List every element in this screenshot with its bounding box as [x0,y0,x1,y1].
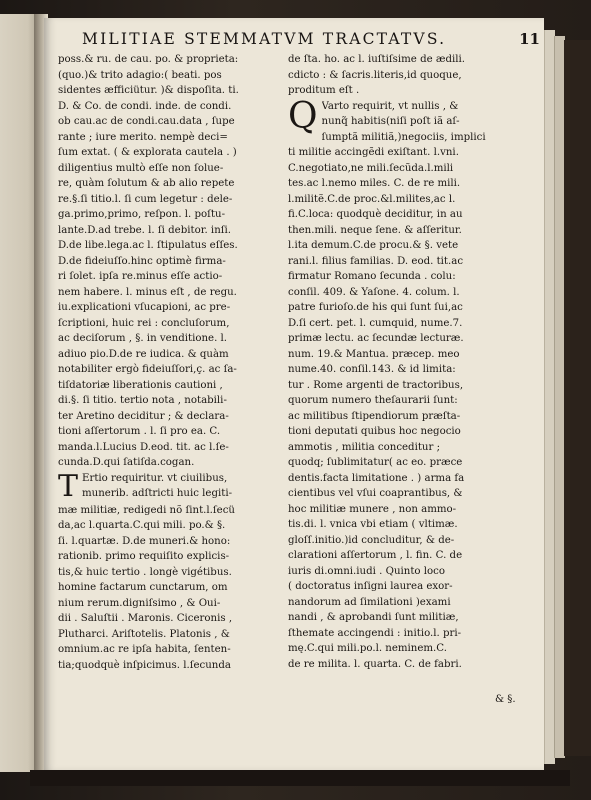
text-line: sidentes æfficiütur. )& dispoſita. ti. [58,85,239,96]
text-line: C.negotiato,ne mili.ſecũda.l.mili [288,162,454,174]
text-line: ga.primo,primo, reſpon. l. poſtu- [58,209,226,220]
text-line: D.de fideiuſſo.hinc optimè firma- [58,255,226,267]
text-line: munerib. adſtricti huic legiti- [82,488,233,499]
text-line: gloſſ.initio.)id concluditur, & de- [288,534,455,546]
text-line: tis.di. l. vnica vbi etiam ( vltimæ. [288,519,458,530]
text-line: ſum extat. ( & explorata cautela . ) [58,147,237,158]
text-line: proditum eſt . [288,85,360,96]
text-line: rante ; iure merito. nempè deci= [58,131,228,143]
text-line: ( doctoratus inſigni laurea exor- [288,581,453,592]
text-line: diligentius multò eſſe non ſolue- [58,162,224,174]
paragraph-body [58,503,276,674]
text-line: homine factarum cunctarum, om [58,582,228,593]
text-line: ſcriptioni, huic rei : concluſorum, [58,317,230,329]
text-line: D.ſi cert. pet. l. cumquid, nume.7. [288,317,463,329]
text-line: tis,& huic tertio . longè vigétibus. [58,566,232,578]
text-line: tia;quodquè inſpicimus. l.ſecunda [58,659,231,671]
text-line: ſumptã militiã,)negociis, implici [321,131,486,143]
text-line: (quo.)& trito adagio:( beati. pos [58,69,222,81]
text-line: nandorum ad ſimilationi )exami [288,596,451,608]
text-line: nandi , & aprobandi ſunt militiæ, [288,612,459,623]
text-line: omnium.ac re ipſa habita, ſenten- [58,644,231,655]
text-line: tioni deputati quibus hoc negocio [288,426,461,437]
text-line: ri ſolet. ipſa re.minus eſſe actio- [58,271,223,282]
text-line: fi.C.loca: quodquè deciditur, in au [288,209,463,220]
right-column [288,52,534,672]
text-line: nunq̃ habitis(niſi poſt iã aſ- [321,116,460,127]
text-line: Varto requirit, vt nullis , & [321,100,459,112]
text-line: cdicto : & ſacris.literis,id quoque, [288,69,462,81]
text-line: re.§.ſi titio.l. ſi cum legetur : dele- [58,193,233,205]
text-line: ac deciſorum , §. in venditione. l. [58,333,228,344]
bottom-shadow [30,770,570,786]
text-line: de ſta. ho. ac l. iuſtiſsime de ædili. [288,54,465,65]
text-line: nem habere. l. minus eſt , de regu. [58,286,237,298]
text-line: clarationi aſſertorum , l. fin. C. de [288,550,463,561]
page-number: 11 [519,30,540,48]
left-column-text [58,52,276,471]
text-line: da,ac l.quarta.C.qui mili. po.& §. [58,520,226,531]
book-cover-edge [564,40,591,756]
text-line: cientibus vel vſui coaprantibus, & [288,488,463,499]
text-line: ac militibus ſtipendiorum præſta- [288,410,461,422]
text-line: ſi. l.quartæ. D.de muneri.& hono: [58,535,231,547]
drop-cap-q: Q [288,95,318,137]
text-line: notabiliter ergò fideiuſſori,ç. ac ſa- [58,364,237,375]
text-line: nume.40. conſil.143. & id limita: [288,364,456,375]
text-line: re, quàm ſolutum & ab alio repete [58,178,235,189]
text-line: conſil. 409. & Yaſone. 4. colum. l. [288,286,460,298]
text-line: l.ita demum.C.de procu.& §. vete [288,240,459,251]
paragraph-tertio [58,468,276,674]
text-line: mæ militiæ, redigedi nõ ſint.l.ſecü [58,504,235,516]
text-line: hoc militiæ munere , non ammo- [288,503,457,515]
text-line: quorum numero theſaurarii ſunt: [288,395,458,406]
text-line: l.militẽ.C.de proc.&l.milites,ac l. [288,193,456,205]
text-line: iuris di.omni.iudi . Quinto loco [288,565,446,577]
text-line: dentis.facta limitatione . ) arma fa [288,472,465,484]
text-line: primæ lectu. ac ſecundæ lecturæ. [288,333,464,344]
text-line: rani.l. filius familias. D. eod. tit.ac [288,255,464,267]
paragraph-quarto [288,95,534,673]
text-line: rationib. primo requiſito explicis- [58,551,230,562]
text-line: Ertio requiritur. vt ciuilibus, [82,472,228,484]
text-line: di.§. ſi titio. tertio nota , notabili- [58,395,227,406]
text-line: ob cau.ac de condi.cau.data , ſupe [58,116,235,127]
catchword: & §. [495,694,516,705]
text-line: adiuo pio.D.de re iudica. & quàm [58,348,229,360]
text-line: manda.l.Lucius D.eod. tit. ac l.ſe- [58,441,229,453]
text-line: nium rerum.digniſsimo , & Oui- [58,597,221,609]
text-line: D. & Co. de condi. inde. de condi. [58,100,232,112]
text-line: poss.& ru. de cau. po. & proprieta: [58,54,239,65]
text-line: num. 19.& Mantua. præcep. meo [288,348,460,360]
text-line: ti militie accingẽdi exiſtant. l.vni. [288,147,459,158]
text-line: firmatur Romano ſecunda . colu: [288,271,456,282]
text-line: tiſdatoriæ liberationis cautioni , [58,379,223,391]
paragraph-first-lines [58,468,276,504]
text-line: D.de libe.lega.ac l. ſtipulatus eſſes. [58,240,238,251]
left-column [58,52,276,673]
text-line: lante.D.ad trebe. l. ſi debitor. inſi. [58,224,232,236]
text-line: ſthemate accingendi : initio.l. pri- [288,627,462,639]
paragraph-first-lines [288,95,534,146]
text-line: cunda.D.qui ſatiſda.cogan. [58,457,195,468]
text-line: Plutharci. Ariſtotelis. Platonis , & [58,628,230,640]
text-line: tur . Rome argenti de tractoribus, [288,379,464,391]
text-line: then.mili. neque ſene. & aſſeritur. [288,224,462,236]
text-line: mę.C.qui mili.po.l. neminem.C. [288,643,447,654]
text-line: iu.explicationi vſucapioni, ac pre- [58,302,231,313]
paragraph-body [288,145,534,672]
text-line: ammotis , militia conceditur ; [288,441,441,453]
text-line: tes.ac l.nemo miles. C. de re mili. [288,178,461,189]
right-column-top-text [288,52,534,99]
running-title: MILITIAE STEMMATVM TRACTATVS. [82,30,447,48]
text-line: de re milita. l. quarta. C. de fabri. [288,658,462,670]
drop-cap-t: T [58,468,79,504]
running-header [72,30,542,52]
text-line: tioni aſſertorum . l. ſi pro ea. C. [58,426,221,437]
text-line: patre furioſo.de his qui ſunt ſui,ac [288,302,463,313]
text-line: dii . Saluſtii . Maronis. Ciceronis , [58,613,233,624]
text-line: ter Aretino deciditur ; & declara- [58,410,229,422]
text-line: quodq; ſublimitatur( ac eo. præce [288,457,463,468]
